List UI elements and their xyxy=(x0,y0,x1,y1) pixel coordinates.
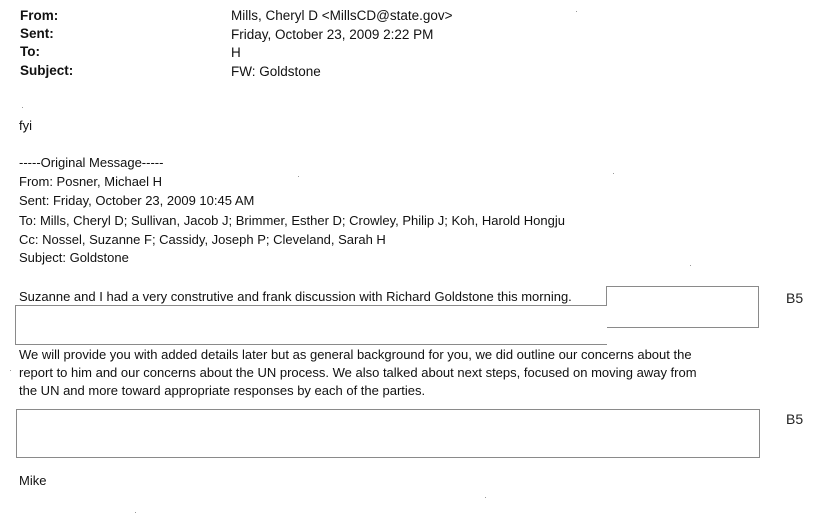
redaction-box-wide xyxy=(15,305,607,345)
scan-speck xyxy=(298,176,299,177)
scan-speck xyxy=(613,173,614,174)
scan-speck xyxy=(576,11,577,12)
redaction-box-inline xyxy=(606,286,759,328)
scan-speck xyxy=(135,512,136,513)
subject-value: FW: Goldstone xyxy=(231,64,321,79)
redaction-box-2 xyxy=(16,409,760,458)
redaction-code-b5-2: B5 xyxy=(786,411,804,427)
sent-value: Friday, October 23, 2009 2:22 PM xyxy=(231,27,434,42)
paragraph-2-line-2: report to him and our concerns about the UN process. We also talked about next steps, focused on moving away from xyxy=(19,365,697,380)
paragraph-2-line-3: the UN and more toward appropriate responses by each of the parties. xyxy=(19,383,426,398)
original-sent: Sent: Friday, October 23, 2009 10:45 AM xyxy=(19,193,255,208)
paragraph-1: Suzanne and I had a very construtive and frank discussion with Richard Goldstone this morning. xyxy=(19,289,572,304)
scan-speck xyxy=(690,265,691,266)
scan-speck xyxy=(485,497,486,498)
fyi-text: fyi xyxy=(19,118,32,133)
subject-label: Subject: xyxy=(20,63,74,78)
original-subject: Subject: Goldstone xyxy=(19,250,129,265)
original-from: From: Posner, Michael H xyxy=(19,174,163,189)
scan-speck xyxy=(10,370,11,371)
sent-label: Sent: xyxy=(20,26,54,41)
to-label: To: xyxy=(20,44,40,59)
paragraph-2-line-1: We will provide you with added details later but as general background for you, we did outline our concerns about the xyxy=(19,347,692,362)
from-label: From: xyxy=(20,8,59,23)
original-cc: Cc: Nossel, Suzanne F; Cassidy, Joseph P; Cleveland, Sarah H xyxy=(19,232,386,247)
redaction-code-b5: B5 xyxy=(786,290,804,306)
original-to: To: Mills, Cheryl D; Sullivan, Jacob J; Brimmer, Esther D; Crowley, Philip J; Koh, Harold Hongju xyxy=(19,213,565,228)
scan-speck xyxy=(22,107,23,108)
signature: Mike xyxy=(19,473,47,488)
to-value: H xyxy=(231,45,241,60)
from-value: Mills, Cheryl D <MillsCD@state.gov> xyxy=(231,8,453,23)
original-message-marker: -----Original Message----- xyxy=(19,155,164,170)
